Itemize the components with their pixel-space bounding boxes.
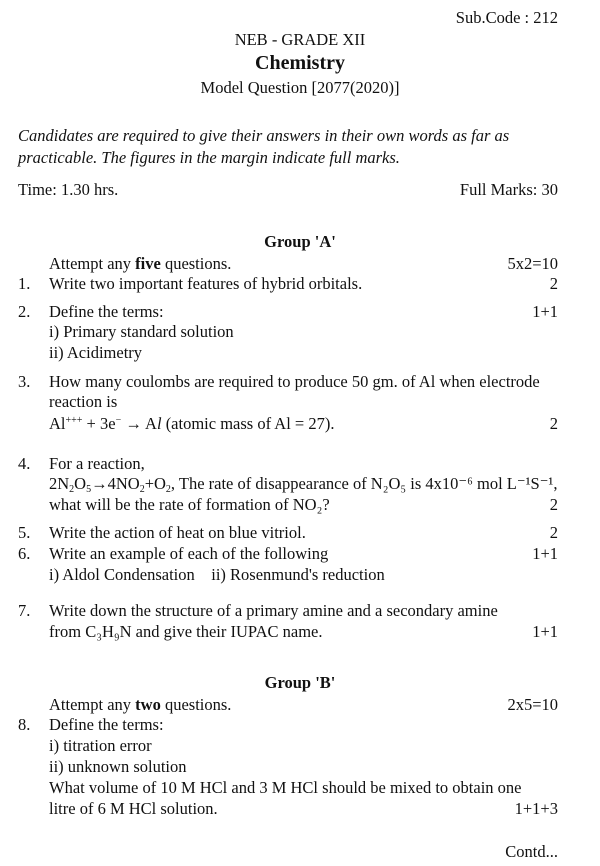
q5-marks: 2 (549, 523, 558, 542)
q6-subparts: i) Aldol Condensation ii) Rosenmund's reduction (49, 565, 385, 584)
group-a-title: Group 'A' (264, 232, 336, 251)
q3-line-1: How many coulombs are required to produce 50 gm. of Al when electrode (49, 372, 540, 391)
q4-marks: 2 (549, 495, 558, 514)
q1-marks: 2 (549, 274, 558, 293)
q7-line-2: from C₃H₉N and give their IUPAC name. (49, 622, 323, 641)
group-a-marks: 5x2=10 (507, 254, 558, 273)
q2-part-ii: ii) Acidimetry (49, 343, 143, 362)
q8-line-4: What volume of 10 M HCl and 3 M HCl should be mixed to obtain one (49, 778, 522, 797)
full-marks: Full Marks: 30 (459, 180, 558, 199)
q3-line-2: reaction is (49, 392, 118, 411)
q4-number: 4. (18, 454, 31, 473)
group-b-marks: 2x5=10 (507, 695, 558, 714)
exam-time: Time: 1.30 hrs. (18, 180, 119, 199)
q7-number: 7. (18, 601, 31, 620)
group-a-instruction: Attempt any five questions. (49, 254, 232, 273)
q4-equation: $2N_2O_5\to 4NO_2+O_2$, The rate of disappearance of N₂O₅ is 4x10⁻⁶ mol L⁻¹S⁻¹, (49, 474, 558, 495)
q8-line-1: Define the terms: (49, 715, 164, 734)
q8-line-5: litre of 6 M HCl solution. (49, 799, 218, 818)
q1-number: 1. (18, 274, 31, 293)
q7-marks: 1+1 (532, 622, 558, 641)
q7-line-1: Write down the structure of a primary amine and a secondary amine (49, 601, 498, 620)
q2-part-i: i) Primary standard solution (49, 322, 234, 341)
q3-marks: 2 (549, 414, 558, 433)
q4-line-3: what will be the rate of formation of NO₂? (49, 495, 330, 514)
q5-text: Write the action of heat on blue vitriol. (49, 523, 306, 542)
q8-number: 8. (18, 715, 31, 734)
continued-label: Contd... (505, 842, 558, 861)
group-b-title: Group 'B' (264, 673, 336, 692)
subject-code: Sub.Code : 212 (455, 8, 558, 27)
model-question: Model Question [2077(2020)] (200, 78, 400, 97)
q3-number: 3. (18, 372, 31, 391)
q2-marks: 1+1 (532, 302, 558, 321)
q6-text: Write an example of each of the following (49, 544, 329, 563)
q8-marks: 1+1+3 (514, 799, 558, 818)
board-title: NEB - GRADE XII (234, 30, 366, 49)
instructions-line-2: practicable. The figures in the margin indicate full marks. (18, 148, 400, 167)
q6-number: 6. (18, 544, 31, 563)
q5-number: 5. (18, 523, 31, 542)
q3-equation: Al+++ + 3e− → Al (atomic mass of Al = 27). (49, 414, 335, 433)
q2-number: 2. (18, 302, 31, 321)
group-b-instruction: Attempt any two questions. (49, 695, 232, 714)
instructions-line-1: Candidates are required to give their answers in their own words as far as (18, 126, 510, 145)
q4-line-1: For a reaction, (49, 454, 145, 473)
q8-part-ii: ii) unknown solution (49, 757, 187, 776)
q2-text: Define the terms: (49, 302, 164, 321)
q1-text: Write two important features of hybrid orbitals. (49, 274, 363, 293)
q6-marks: 1+1 (532, 544, 558, 563)
subject-title: Chemistry (255, 52, 345, 74)
q8-part-i: i) titration error (49, 736, 152, 755)
